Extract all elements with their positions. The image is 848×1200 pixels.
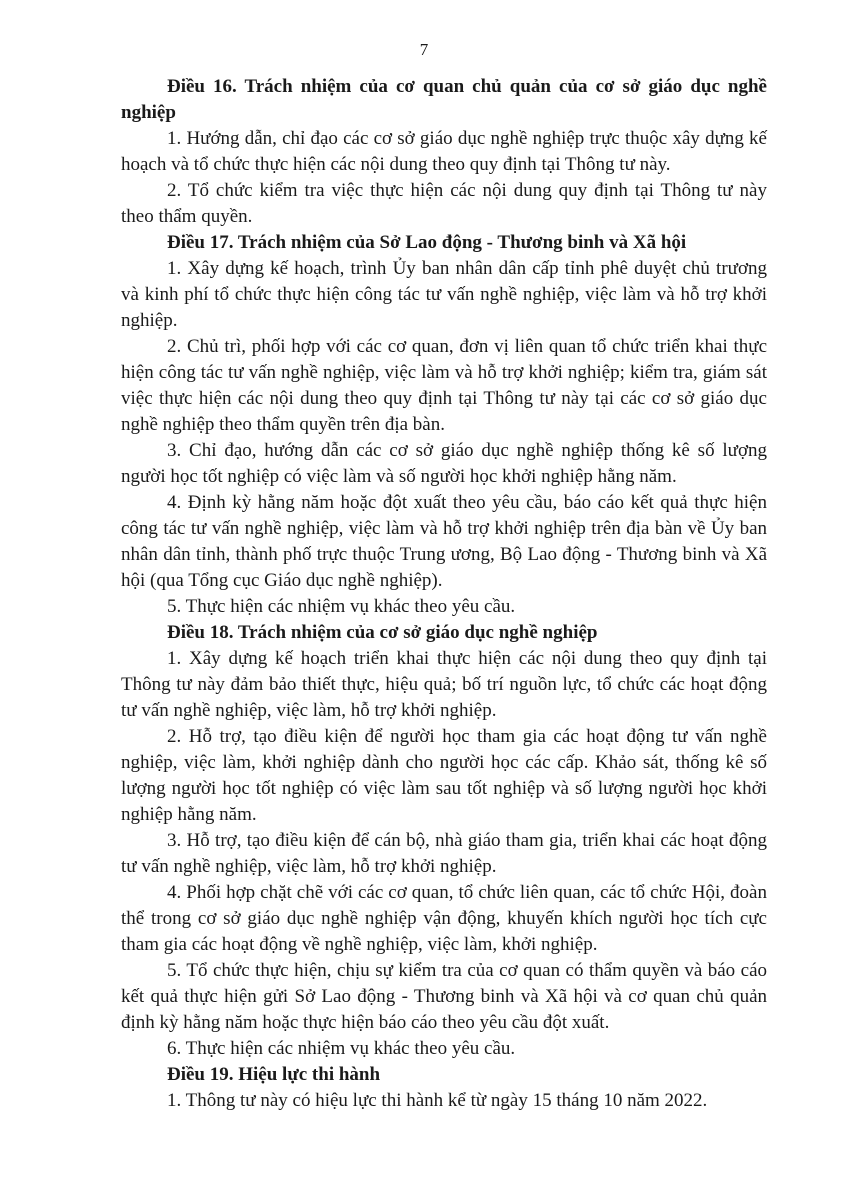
article-18-clause-1: 1. Xây dựng kế hoạch triển khai thực hiện các nội dung theo quy định tại Thông tư này đảm bảo thiết thực, hiệu quả; bố trí nguồn lực, tổ chức các hoạt động tư vấn nghề nghiệp, việc làm, hỗ trợ khởi nghiệp. (121, 648, 767, 721)
article-18-clause-2: 2. Hỗ trợ, tạo điều kiện để người học tham gia các hoạt động tư vấn nghề nghiệp, việc làm, khởi nghiệp dành cho người học các cấp. Khảo sát, thống kê số lượng người học tốt nghiệp có việc làm sau tốt nghiệp và số lượng người học khởi nghiệp hằng năm. (121, 726, 767, 825)
article-16-heading: Điều 16. Trách nhiệm của cơ quan chủ quản của cơ sở giáo dục nghề nghiệp (121, 76, 767, 123)
document-body (121, 74, 767, 1114)
article-18-clause-3: 3. Hỗ trợ, tạo điều kiện để cán bộ, nhà giáo tham gia, triển khai các hoạt động tư vấn nghề nghiệp, việc làm, hỗ trợ khởi nghiệp. (121, 830, 767, 877)
article-17-heading: Điều 17. Trách nhiệm của Sở Lao động - Thương binh và Xã hội (167, 232, 687, 253)
article-18-clause-5: 5. Tổ chức thực hiện, chịu sự kiểm tra của cơ quan có thẩm quyền và báo cáo kết quả thực hiện gửi Sở Lao động - Thương binh và Xã hội và cơ quan chủ quản định kỳ hằng năm hoặc thực hiện báo cáo theo yêu cầu đột xuất. (121, 960, 767, 1033)
article-17-clause-1: 1. Xây dựng kế hoạch, trình Ủy ban nhân dân cấp tỉnh phê duyệt chủ trương và kinh phí tổ chức thực hiện công tác tư vấn nghề nghiệp, việc làm và hỗ trợ khởi nghiệp. (121, 258, 767, 331)
article-18-heading: Điều 18. Trách nhiệm của cơ sở giáo dục nghề nghiệp (167, 622, 598, 643)
article-17-clause-2: 2. Chủ trì, phối hợp với các cơ quan, đơn vị liên quan tổ chức triển khai thực hiện công tác tư vấn nghề nghiệp, việc làm và hỗ trợ khởi nghiệp; kiểm tra, giám sát việc thực hiện các nội dung theo quy định tại Thông tư này tại các cơ sở giáo dục nghề nghiệp theo thẩm quyền trên địa bàn. (121, 336, 767, 435)
article-17-clause-5: 5. Thực hiện các nhiệm vụ khác theo yêu cầu. (167, 596, 516, 617)
article-17-clause-4: 4. Định kỳ hằng năm hoặc đột xuất theo yêu cầu, báo cáo kết quả thực hiện công tác tư vấn nghề nghiệp, việc làm và hỗ trợ khởi nghiệp trên địa bàn về Ủy ban nhân dân tỉnh, thành phố trực thuộc Trung ương, Bộ Lao động - Thương binh và Xã hội (qua Tổng cục Giáo dục nghề nghiệp). (121, 492, 767, 591)
page-number: 7 (419, 40, 429, 59)
article-19-clause-1: 1. Thông tư này có hiệu lực thi hành kể từ ngày 15 tháng 10 năm 2022. (167, 1090, 708, 1111)
article-19-heading: Điều 19. Hiệu lực thi hành (167, 1064, 381, 1085)
article-18-clause-6: 6. Thực hiện các nhiệm vụ khác theo yêu cầu. (167, 1038, 516, 1059)
article-16-clause-1: 1. Hướng dẫn, chỉ đạo các cơ sở giáo dục nghề nghiệp trực thuộc xây dựng kế hoạch và tổ chức thực hiện các nội dung theo quy định tại Thông tư này. (121, 128, 767, 175)
article-18-clause-4: 4. Phối hợp chặt chẽ với các cơ quan, tổ chức liên quan, các tổ chức Hội, đoàn thể trong cơ sở giáo dục nghề nghiệp vận động, khuyến khích người học tích cực tham gia các hoạt động về nghề nghiệp, việc làm, khởi nghiệp. (121, 882, 767, 955)
article-16-clause-2: 2. Tổ chức kiểm tra việc thực hiện các nội dung quy định tại Thông tư này theo thẩm quyền. (121, 180, 767, 227)
article-17-clause-3: 3. Chỉ đạo, hướng dẫn các cơ sở giáo dục nghề nghiệp thống kê số lượng người học tốt nghiệp có việc làm và số người học khởi nghiệp hằng năm. (121, 440, 767, 487)
